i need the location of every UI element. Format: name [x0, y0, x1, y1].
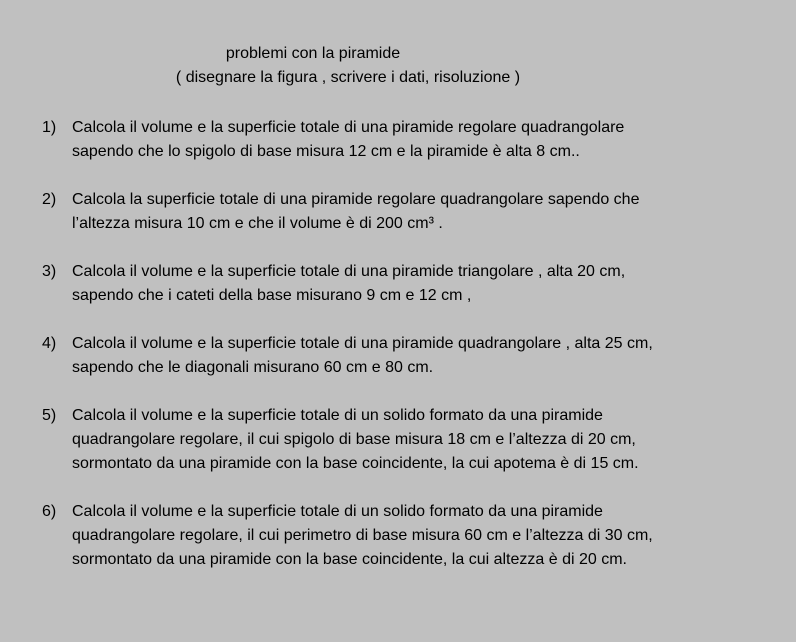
problem-text-line: quadrangolare regolare, il cui spigolo di base misura 18 cm e l’altezza di 20 cm,	[72, 431, 636, 448]
problem-text-line: Calcola il volume e la superficie totale di una piramide quadrangolare , alta 25 cm,	[72, 335, 653, 352]
problem-text-line: Calcola il volume e la superficie totale di una piramide triangolare , alta 20 cm,	[72, 263, 626, 280]
problem-text-line: sormontato da una piramide con la base coincidente, la cui apotema è di 15 cm.	[72, 455, 639, 472]
page-title: problemi con la piramide	[225, 45, 401, 62]
page-subtitle: ( disegnare la figura , scrivere i dati, risoluzione )	[175, 69, 521, 86]
problem-item-5	[42, 404, 772, 476]
problem-item-6	[42, 500, 772, 572]
problem-text-line: sapendo che le diagonali misurano 60 cm e 80 cm.	[72, 359, 434, 376]
problem-item-4	[42, 332, 772, 380]
problem-text-line: l’altezza misura 10 cm e che il volume è di 200 cm³ .	[72, 215, 443, 232]
problem-text-line: quadrangolare regolare, il cui perimetro di base misura 60 cm e l’altezza di 30 cm,	[72, 527, 653, 544]
problem-number: 5)	[42, 407, 57, 424]
problem-text-line: sapendo che lo spigolo di base misura 12 cm e la piramide è alta 8 cm..	[72, 143, 580, 160]
problem-item-3	[42, 260, 772, 308]
problem-text-line: Calcola il volume e la superficie totale di un solido formato da una piramide	[72, 503, 603, 520]
problem-number: 1)	[42, 119, 57, 136]
problem-text-line: Calcola il volume e la superficie totale di una piramide regolare quadrangolare	[72, 119, 625, 136]
problem-text-line: sapendo che i cateti della base misurano 9 cm e 12 cm ,	[72, 287, 472, 304]
problem-number: 3)	[42, 263, 57, 280]
problem-text-line: sormontato da una piramide con la base coincidente, la cui altezza è di 20 cm.	[72, 551, 627, 568]
problem-item-1	[42, 116, 772, 164]
problem-number: 6)	[42, 503, 57, 520]
problem-text-line: Calcola la superficie totale di una piramide regolare quadrangolare sapendo che	[72, 191, 640, 208]
problem-text-line: Calcola il volume e la superficie totale di un solido formato da una piramide	[72, 407, 603, 424]
problem-item-2	[42, 188, 772, 236]
problem-number: 2)	[42, 191, 57, 208]
problem-number: 4)	[42, 335, 57, 352]
